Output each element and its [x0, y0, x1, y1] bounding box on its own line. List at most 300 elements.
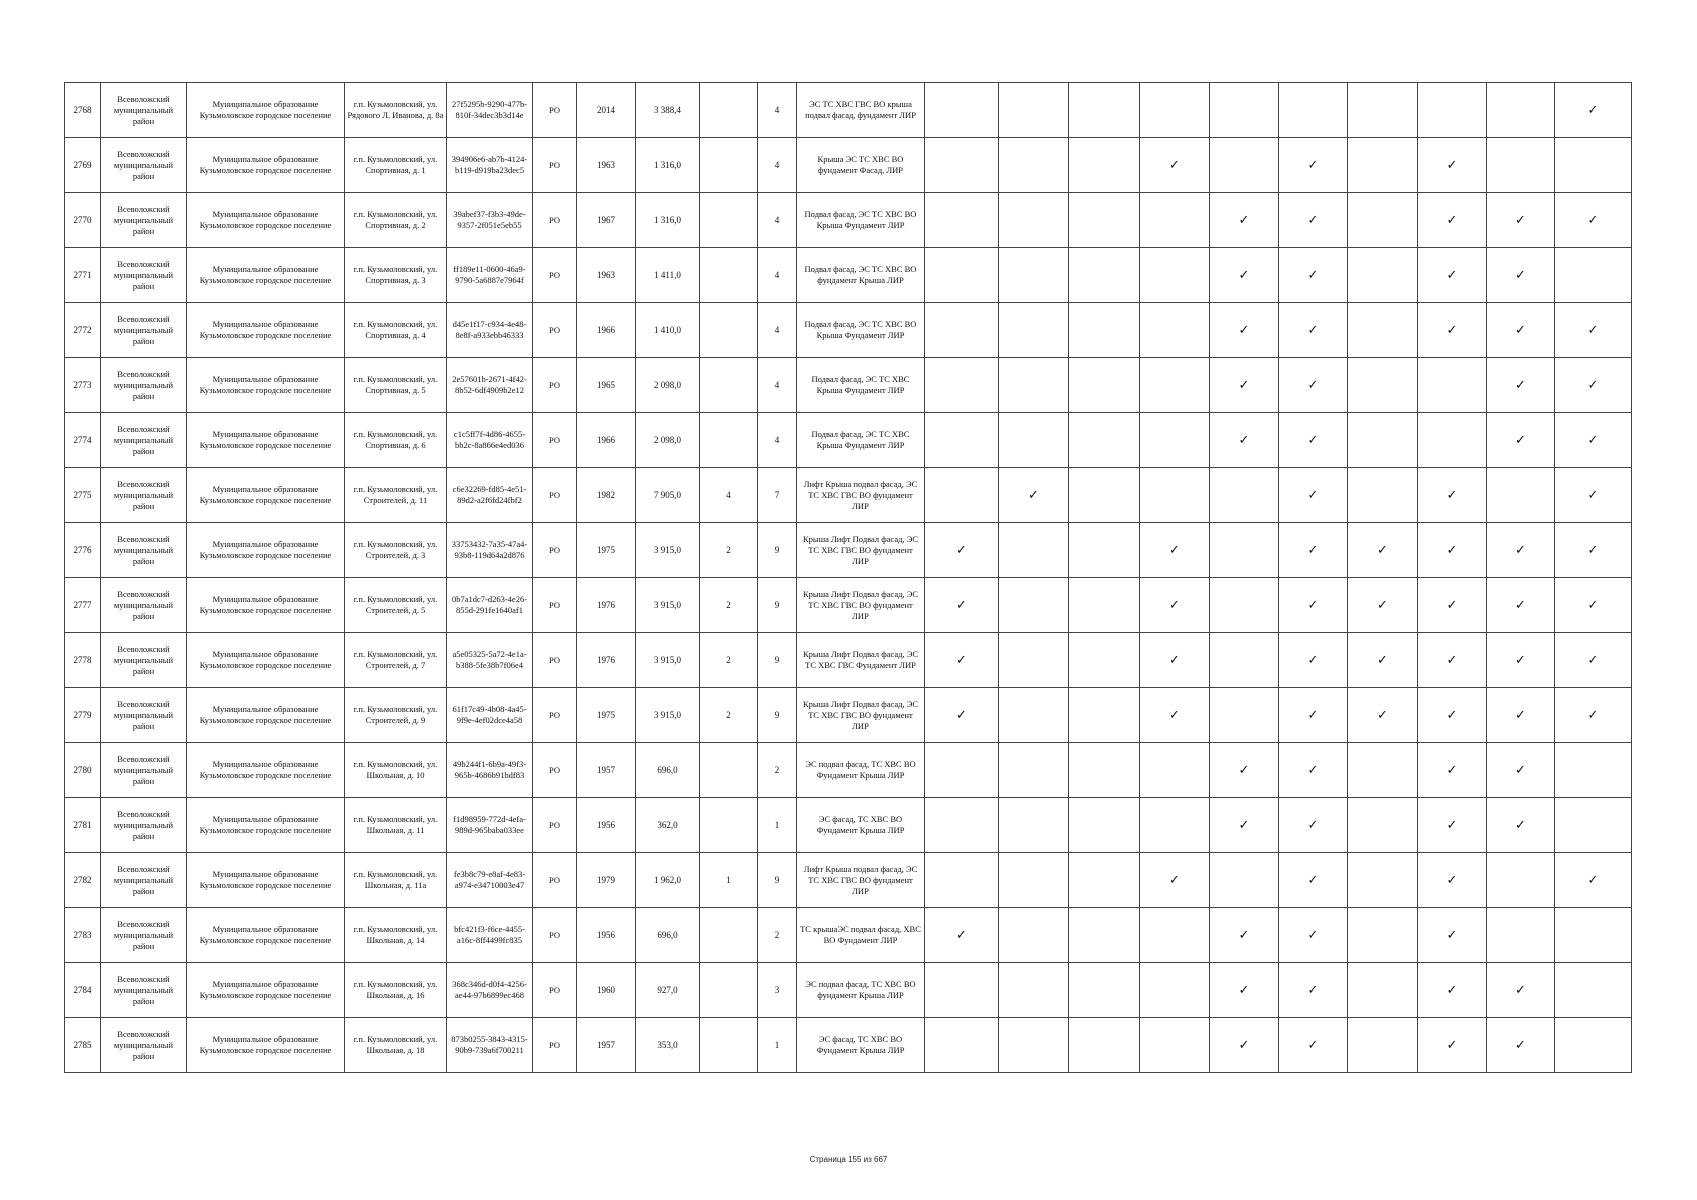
- cell-check-7: [1348, 688, 1418, 743]
- cell-guid: c1c5ff7f-4d86-4655-bb2c-8a866e4ed036: [447, 413, 533, 468]
- cell-number: 2768: [65, 83, 101, 138]
- cell-check-4: [1140, 963, 1210, 1018]
- cell-floors: 7: [758, 468, 797, 523]
- cell-guid: ff189e11-0600-46a9-9790-5a6887e7964f: [447, 248, 533, 303]
- check-mark-icon: ✓: [1307, 432, 1319, 448]
- cell-area: 2 098,0: [636, 358, 700, 413]
- cell-address: г.п. Кузьмоловский, ул. Строителей, д. 5: [345, 578, 447, 633]
- cell-district: Всеволожский муниципальный район: [101, 358, 187, 413]
- cell-address: г.п. Кузьмоловский, ул. Школьная, д. 10: [345, 743, 447, 798]
- cell-check-7: [1348, 193, 1418, 248]
- cell-check-6: [1279, 853, 1348, 908]
- cell-works: ЭС подвал фасад, ТС ХВС ВО Фундамент Крыша ЛИР: [797, 743, 925, 798]
- cell-check-7: [1348, 138, 1418, 193]
- cell-check-4: [1140, 578, 1210, 633]
- check-mark-icon: ✓: [1446, 762, 1458, 778]
- table-row: [65, 468, 1632, 523]
- check-mark-icon: ✓: [1238, 762, 1250, 778]
- cell-check-5: [1210, 908, 1279, 963]
- table-row: [65, 633, 1632, 688]
- cell-check-10: [1555, 358, 1632, 413]
- check-mark-icon: ✓: [1515, 1037, 1526, 1053]
- cell-guid: bfc421f3-f6ce-4455-a16c-8ff4499fc835: [447, 908, 533, 963]
- cell-year: 1975: [577, 523, 636, 578]
- cell-check-2: [999, 303, 1069, 358]
- cell-address: г.п. Кузьмоловский, ул. Спортивная, д. 4: [345, 303, 447, 358]
- cell-floors: 1: [758, 798, 797, 853]
- cell-area: 927,0: [636, 963, 700, 1018]
- cell-district: Всеволожский муниципальный район: [101, 248, 187, 303]
- cell-check-6: [1279, 578, 1348, 633]
- cell-check-6: [1279, 1018, 1348, 1073]
- cell-check-5: [1210, 853, 1279, 908]
- cell-guid: 61f17c49-4b08-4a45-9f9e-4ef02dce4a58: [447, 688, 533, 743]
- check-mark-icon: ✓: [1307, 322, 1319, 338]
- cell-number: 2779: [65, 688, 101, 743]
- cell-check-2: [999, 413, 1069, 468]
- cell-guid: 0b7a1dc7-d263-4e26-855d-291fe1640af1: [447, 578, 533, 633]
- cell-check-10: [1555, 248, 1632, 303]
- cell-municipality: Муниципальное образование Кузьмоловское городское поселение: [187, 743, 345, 798]
- cell-year: 1976: [577, 578, 636, 633]
- cell-check-8: [1418, 468, 1487, 523]
- cell-municipality: Муниципальное образование Кузьмоловское городское поселение: [187, 468, 345, 523]
- check-mark-icon: ✓: [1587, 432, 1599, 448]
- cell-year: 1966: [577, 413, 636, 468]
- cell-check-7: [1348, 303, 1418, 358]
- cell-check-8: [1418, 303, 1487, 358]
- cell-guid: d45e1f17-c934-4e48-8e8f-a933ebb46333: [447, 303, 533, 358]
- cell-floors: 4: [758, 83, 797, 138]
- cell-check-3: [1069, 468, 1140, 523]
- cell-check-1: [925, 633, 999, 688]
- cell-check-6: [1279, 963, 1348, 1018]
- cell-check-3: [1069, 1018, 1140, 1073]
- cell-entrances: 2: [700, 633, 758, 688]
- check-mark-icon: ✓: [1307, 267, 1319, 283]
- cell-check-2: [999, 743, 1069, 798]
- check-mark-icon: ✓: [1446, 817, 1458, 833]
- cell-check-6: [1279, 413, 1348, 468]
- cell-check-9: [1487, 413, 1555, 468]
- cell-floors: 9: [758, 578, 797, 633]
- cell-area: 696,0: [636, 908, 700, 963]
- check-mark-icon: ✓: [1446, 542, 1458, 558]
- cell-year: 1956: [577, 908, 636, 963]
- cell-guid: 39abef37-f3b3-49de-9357-2f051e5eb55: [447, 193, 533, 248]
- cell-floors: 9: [758, 633, 797, 688]
- cell-check-2: [999, 138, 1069, 193]
- cell-check-7: [1348, 633, 1418, 688]
- cell-year: 1966: [577, 303, 636, 358]
- check-mark-icon: ✓: [1446, 927, 1458, 943]
- cell-owner: РО: [533, 193, 577, 248]
- cell-number: 2770: [65, 193, 101, 248]
- check-mark-icon: ✓: [1169, 597, 1180, 613]
- cell-check-2: [999, 1018, 1069, 1073]
- cell-works: Крыша Лифт Подвал фасад, ЭС ТС ХВС ГВС ВО фундамент ЛИР: [797, 523, 925, 578]
- cell-check-1: [925, 743, 999, 798]
- cell-number: 2775: [65, 468, 101, 523]
- cell-area: 1 411,0: [636, 248, 700, 303]
- cell-year: 1976: [577, 633, 636, 688]
- cell-number: 2769: [65, 138, 101, 193]
- cell-check-1: [925, 1018, 999, 1073]
- cell-number: 2784: [65, 963, 101, 1018]
- cell-area: 362,0: [636, 798, 700, 853]
- cell-check-3: [1069, 523, 1140, 578]
- cell-works: Подвал фасад, ЭС ТС ХВС Крыша Фундамент ЛИР: [797, 413, 925, 468]
- cell-address: г.п. Кузьмоловский, ул. Строителей, д. 11: [345, 468, 447, 523]
- cell-works: Подвал фасад, ЭС ТС ХВС Крыша Фундамент ЛИР: [797, 358, 925, 413]
- cell-check-4: [1140, 193, 1210, 248]
- cell-check-9: [1487, 798, 1555, 853]
- cell-area: 1 962,0: [636, 853, 700, 908]
- cell-number: 2777: [65, 578, 101, 633]
- cell-entrances: [700, 248, 758, 303]
- cell-owner: РО: [533, 578, 577, 633]
- cell-check-10: [1555, 633, 1632, 688]
- cell-entrances: [700, 908, 758, 963]
- cell-check-10: [1555, 303, 1632, 358]
- check-mark-icon: ✓: [1238, 432, 1250, 448]
- cell-floors: 2: [758, 908, 797, 963]
- cell-works: Крыша Лифт Подвал фасад, ЭС ТС ХВС ГВС ВО фундамент ЛИР: [797, 578, 925, 633]
- cell-check-7: [1348, 523, 1418, 578]
- cell-check-5: [1210, 963, 1279, 1018]
- cell-guid: 27f5295b-9290-477b-810f-34dec3b3d14e: [447, 83, 533, 138]
- cell-check-9: [1487, 633, 1555, 688]
- cell-area: 3 915,0: [636, 688, 700, 743]
- cell-check-7: [1348, 468, 1418, 523]
- cell-check-10: [1555, 743, 1632, 798]
- cell-check-10: [1555, 83, 1632, 138]
- cell-check-5: [1210, 138, 1279, 193]
- check-mark-icon: ✓: [1446, 212, 1458, 228]
- cell-check-2: [999, 523, 1069, 578]
- cell-check-10: [1555, 853, 1632, 908]
- cell-check-1: [925, 908, 999, 963]
- cell-check-5: [1210, 578, 1279, 633]
- cell-guid: 368c346d-d0f4-4256-ae44-97b6899ec468: [447, 963, 533, 1018]
- cell-year: 1979: [577, 853, 636, 908]
- cell-district: Всеволожский муниципальный район: [101, 633, 187, 688]
- cell-address: г.п. Кузьмоловский, ул. Спортивная, д. 2: [345, 193, 447, 248]
- check-mark-icon: ✓: [1587, 542, 1599, 558]
- cell-address: г.п. Кузьмоловский, ул. Школьная, д. 16: [345, 963, 447, 1018]
- cell-check-9: [1487, 138, 1555, 193]
- cell-year: 1982: [577, 468, 636, 523]
- cell-year: 1960: [577, 963, 636, 1018]
- cell-check-8: [1418, 248, 1487, 303]
- table-row: [65, 1018, 1632, 1073]
- cell-check-9: [1487, 963, 1555, 1018]
- cell-check-1: [925, 688, 999, 743]
- cell-check-8: [1418, 633, 1487, 688]
- cell-check-3: [1069, 413, 1140, 468]
- cell-check-7: [1348, 908, 1418, 963]
- cell-check-3: [1069, 303, 1140, 358]
- cell-year: 1963: [577, 248, 636, 303]
- cell-district: Всеволожский муниципальный район: [101, 798, 187, 853]
- cell-entrances: 2: [700, 523, 758, 578]
- cell-floors: 9: [758, 523, 797, 578]
- cell-check-3: [1069, 798, 1140, 853]
- table-row: [65, 688, 1632, 743]
- cell-check-4: [1140, 248, 1210, 303]
- cell-check-5: [1210, 193, 1279, 248]
- cell-check-6: [1279, 743, 1348, 798]
- cell-district: Всеволожский муниципальный район: [101, 908, 187, 963]
- check-mark-icon: ✓: [1446, 487, 1458, 503]
- cell-district: Всеволожский муниципальный район: [101, 1018, 187, 1073]
- cell-check-1: [925, 138, 999, 193]
- cell-owner: РО: [533, 853, 577, 908]
- cell-check-5: [1210, 83, 1279, 138]
- cell-year: 1965: [577, 358, 636, 413]
- check-mark-icon: ✓: [1307, 487, 1319, 503]
- check-mark-icon: ✓: [1515, 542, 1526, 558]
- cell-check-6: [1279, 908, 1348, 963]
- cell-year: 1957: [577, 743, 636, 798]
- cell-check-7: [1348, 963, 1418, 1018]
- check-mark-icon: ✓: [1307, 982, 1319, 998]
- check-mark-icon: ✓: [1238, 927, 1250, 943]
- table-row: [65, 963, 1632, 1018]
- check-mark-icon: ✓: [1587, 707, 1599, 723]
- check-mark-icon: ✓: [1238, 322, 1250, 338]
- check-mark-icon: ✓: [1238, 267, 1250, 283]
- check-mark-icon: ✓: [1587, 102, 1599, 118]
- table-row: [65, 303, 1632, 358]
- cell-owner: РО: [533, 1018, 577, 1073]
- cell-works: ЭС фасад, ТС ХВС ВО Фундамент Крыша ЛИР: [797, 1018, 925, 1073]
- check-mark-icon: ✓: [1169, 707, 1180, 723]
- cell-check-2: [999, 963, 1069, 1018]
- cell-area: 7 905,0: [636, 468, 700, 523]
- cell-check-3: [1069, 688, 1140, 743]
- cell-owner: РО: [533, 743, 577, 798]
- cell-check-6: [1279, 523, 1348, 578]
- cell-area: 3 915,0: [636, 633, 700, 688]
- check-mark-icon: ✓: [1515, 982, 1526, 998]
- cell-number: 2783: [65, 908, 101, 963]
- check-mark-icon: ✓: [1587, 212, 1599, 228]
- cell-address: г.п. Кузьмоловский, ул. Школьная, д. 18: [345, 1018, 447, 1073]
- table-row: [65, 578, 1632, 633]
- table-row: [65, 908, 1632, 963]
- cell-works: Крыша Лифт Подвал фасад, ЭС ТС ХВС ГВС ВО фундамент ЛИР: [797, 688, 925, 743]
- cell-check-1: [925, 798, 999, 853]
- cell-district: Всеволожский муниципальный район: [101, 743, 187, 798]
- cell-year: 1956: [577, 798, 636, 853]
- cell-address: г.п. Кузьмоловский, ул. Школьная, д. 11а: [345, 853, 447, 908]
- cell-municipality: Муниципальное образование Кузьмоловское городское поселение: [187, 248, 345, 303]
- cell-check-2: [999, 908, 1069, 963]
- cell-owner: РО: [533, 908, 577, 963]
- cell-check-1: [925, 578, 999, 633]
- cell-guid: a5e05325-5a72-4e1a-b388-5fe38b7f06e4: [447, 633, 533, 688]
- cell-entrances: 2: [700, 578, 758, 633]
- table-row: [65, 743, 1632, 798]
- cell-entrances: [700, 1018, 758, 1073]
- cell-check-5: [1210, 413, 1279, 468]
- cell-owner: РО: [533, 83, 577, 138]
- cell-guid: 394906e6-ab7b-4124-b119-d919ba23dec5: [447, 138, 533, 193]
- cell-owner: РО: [533, 963, 577, 1018]
- check-mark-icon: ✓: [1307, 212, 1319, 228]
- cell-entrances: [700, 798, 758, 853]
- cell-number: 2781: [65, 798, 101, 853]
- cell-district: Всеволожский муниципальный район: [101, 193, 187, 248]
- cell-check-10: [1555, 798, 1632, 853]
- cell-check-5: [1210, 798, 1279, 853]
- check-mark-icon: ✓: [956, 707, 967, 723]
- cell-municipality: Муниципальное образование Кузьмоловское городское поселение: [187, 303, 345, 358]
- check-mark-icon: ✓: [1587, 872, 1599, 888]
- check-mark-icon: ✓: [1238, 377, 1250, 393]
- cell-check-9: [1487, 523, 1555, 578]
- cell-check-5: [1210, 248, 1279, 303]
- check-mark-icon: ✓: [1307, 652, 1319, 668]
- cell-check-5: [1210, 743, 1279, 798]
- cell-check-9: [1487, 578, 1555, 633]
- cell-check-9: [1487, 1018, 1555, 1073]
- cell-entrances: [700, 413, 758, 468]
- cell-check-10: [1555, 908, 1632, 963]
- cell-check-9: [1487, 303, 1555, 358]
- cell-check-9: [1487, 688, 1555, 743]
- cell-district: Всеволожский муниципальный район: [101, 468, 187, 523]
- cell-address: г.п. Кузьмоловский, ул. Школьная, д. 11: [345, 798, 447, 853]
- table-row: [65, 523, 1632, 578]
- cell-check-10: [1555, 523, 1632, 578]
- cell-check-8: [1418, 798, 1487, 853]
- cell-check-7: [1348, 413, 1418, 468]
- cell-number: 2778: [65, 633, 101, 688]
- check-mark-icon: ✓: [1515, 322, 1526, 338]
- cell-entrances: [700, 358, 758, 413]
- cell-check-3: [1069, 743, 1140, 798]
- cell-check-2: [999, 193, 1069, 248]
- table-body: [65, 83, 1632, 1073]
- cell-address: г.п. Кузьмоловский, ул. Спортивная, д. 3: [345, 248, 447, 303]
- cell-district: Всеволожский муниципальный район: [101, 688, 187, 743]
- check-mark-icon: ✓: [1307, 157, 1319, 173]
- check-mark-icon: ✓: [1307, 762, 1319, 778]
- cell-check-8: [1418, 963, 1487, 1018]
- cell-check-2: [999, 468, 1069, 523]
- cell-number: 2776: [65, 523, 101, 578]
- check-mark-icon: ✓: [1307, 377, 1319, 393]
- cell-check-6: [1279, 798, 1348, 853]
- cell-floors: 4: [758, 303, 797, 358]
- table-row: [65, 798, 1632, 853]
- cell-check-9: [1487, 743, 1555, 798]
- check-mark-icon: ✓: [1307, 872, 1319, 888]
- cell-area: 1 316,0: [636, 193, 700, 248]
- check-mark-icon: ✓: [1169, 157, 1180, 173]
- cell-owner: РО: [533, 468, 577, 523]
- cell-check-4: [1140, 523, 1210, 578]
- cell-check-3: [1069, 138, 1140, 193]
- cell-check-8: [1418, 908, 1487, 963]
- cell-check-4: [1140, 83, 1210, 138]
- cell-check-9: [1487, 248, 1555, 303]
- cell-check-8: [1418, 138, 1487, 193]
- cell-address: г.п. Кузьмоловский, ул. Спортивная, д. 5: [345, 358, 447, 413]
- cell-guid: 873b0255-3843-4315-90b9-739a6f700211: [447, 1018, 533, 1073]
- check-mark-icon: ✓: [1515, 817, 1526, 833]
- check-mark-icon: ✓: [1446, 652, 1458, 668]
- check-mark-icon: ✓: [1307, 1037, 1319, 1053]
- cell-check-4: [1140, 303, 1210, 358]
- check-mark-icon: ✓: [956, 652, 967, 668]
- check-mark-icon: ✓: [1446, 1037, 1458, 1053]
- check-mark-icon: ✓: [1515, 267, 1526, 283]
- cell-check-9: [1487, 853, 1555, 908]
- cell-check-10: [1555, 578, 1632, 633]
- cell-check-4: [1140, 413, 1210, 468]
- cell-check-10: [1555, 963, 1632, 1018]
- cell-check-5: [1210, 468, 1279, 523]
- cell-check-3: [1069, 578, 1140, 633]
- cell-owner: РО: [533, 138, 577, 193]
- cell-check-2: [999, 358, 1069, 413]
- cell-address: г.п. Кузьмоловский, ул. Спортивная, д. 6: [345, 413, 447, 468]
- cell-municipality: Муниципальное образование Кузьмоловское городское поселение: [187, 1018, 345, 1073]
- cell-check-7: [1348, 358, 1418, 413]
- cell-check-2: [999, 798, 1069, 853]
- cell-check-8: [1418, 743, 1487, 798]
- cell-area: 1 410,0: [636, 303, 700, 358]
- cell-municipality: Муниципальное образование Кузьмоловское городское поселение: [187, 633, 345, 688]
- cell-check-1: [925, 193, 999, 248]
- cell-check-9: [1487, 358, 1555, 413]
- cell-check-4: [1140, 798, 1210, 853]
- cell-check-7: [1348, 83, 1418, 138]
- check-mark-icon: ✓: [956, 542, 967, 558]
- cell-works: ТС крышаЭС подвал фасад, ХВС ВО Фундамент ЛИР: [797, 908, 925, 963]
- cell-municipality: Муниципальное образование Кузьмоловское городское поселение: [187, 83, 345, 138]
- cell-check-8: [1418, 413, 1487, 468]
- cell-area: 353,0: [636, 1018, 700, 1073]
- cell-check-4: [1140, 688, 1210, 743]
- check-mark-icon: ✓: [1446, 597, 1458, 613]
- cell-check-4: [1140, 1018, 1210, 1073]
- check-mark-icon: ✓: [1515, 377, 1526, 393]
- cell-entrances: [700, 193, 758, 248]
- check-mark-icon: ✓: [1377, 707, 1388, 723]
- cell-number: 2771: [65, 248, 101, 303]
- cell-number: 2782: [65, 853, 101, 908]
- cell-check-1: [925, 248, 999, 303]
- cell-address: г.п. Кузьмоловский, ул. Строителей, д. 3: [345, 523, 447, 578]
- cell-municipality: Муниципальное образование Кузьмоловское городское поселение: [187, 523, 345, 578]
- cell-number: 2785: [65, 1018, 101, 1073]
- cell-owner: РО: [533, 248, 577, 303]
- cell-check-4: [1140, 468, 1210, 523]
- table-row: [65, 193, 1632, 248]
- cell-check-5: [1210, 688, 1279, 743]
- check-mark-icon: ✓: [1587, 322, 1599, 338]
- cell-area: 3 915,0: [636, 578, 700, 633]
- cell-check-2: [999, 688, 1069, 743]
- check-mark-icon: ✓: [1446, 872, 1458, 888]
- check-mark-icon: ✓: [1307, 597, 1319, 613]
- cell-check-1: [925, 523, 999, 578]
- cell-check-1: [925, 358, 999, 413]
